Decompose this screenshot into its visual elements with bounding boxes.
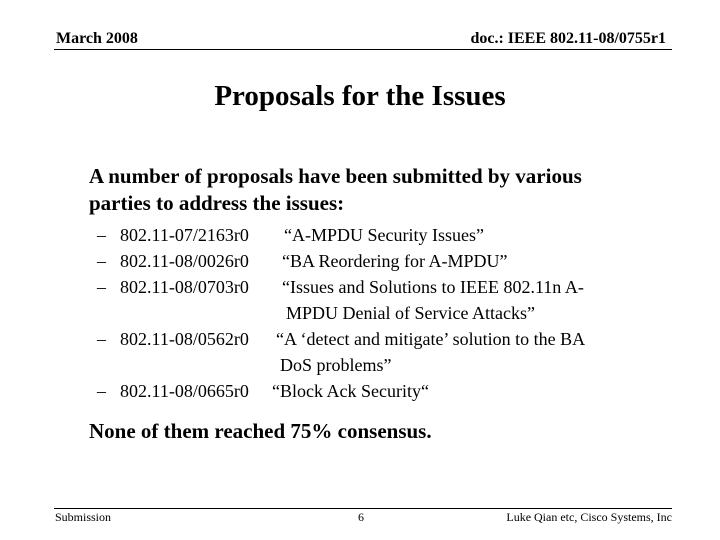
proposal-item: [0, 378, 720, 404]
footer-submission: Submission: [55, 510, 112, 524]
proposal-item: [0, 326, 720, 378]
intro-line-1: A number of proposals have been submitted by various: [89, 164, 582, 188]
proposal-doc-id: 802.11-08/0026r0: [120, 251, 249, 271]
proposal-title: [282, 248, 507, 274]
slide-title: Proposals for the Issues: [214, 80, 506, 112]
list-dash: –: [97, 381, 106, 401]
list-dash: –: [97, 251, 106, 271]
footer-author: Luke Qian etc, Cisco Systems, Inc: [506, 510, 672, 524]
proposal-title: [276, 326, 585, 378]
header-divider: [54, 49, 672, 50]
proposal-title-line: “A-MPDU Security Issues”: [284, 225, 484, 245]
proposal-title: [272, 378, 429, 404]
proposal-title-line: “Issues and Solutions to IEEE 802.11n A-: [282, 277, 584, 297]
proposal-title-line: MPDU Denial of Service Attacks”: [286, 303, 535, 323]
proposal-list: [0, 222, 720, 404]
header-doc-id: doc.: IEEE 802.11-08/0755r1: [470, 30, 666, 47]
conclusion-text: None of them reached 75% consensus.: [89, 419, 432, 443]
list-dash: –: [97, 329, 106, 349]
page-number: 6: [358, 510, 364, 524]
proposal-doc-id: 802.11-08/0562r0: [120, 329, 249, 349]
proposal-title-line: “Block Ack Security“: [272, 381, 429, 401]
proposal-title-line: DoS problems”: [280, 355, 392, 375]
list-dash: –: [97, 277, 106, 297]
footer-divider: [54, 508, 672, 509]
list-dash: –: [97, 225, 106, 245]
proposal-doc-id: 802.11-08/0703r0: [120, 277, 249, 297]
proposal-item: [0, 222, 720, 248]
proposal-doc-id: 802.11-07/2163r0: [120, 225, 249, 245]
proposal-title: [284, 222, 484, 248]
proposal-title-line: “A ‘detect and mitigate’ solution to the BA: [276, 329, 586, 349]
header-date: March 2008: [56, 30, 138, 47]
proposal-item: [0, 248, 720, 274]
proposal-title-line: “BA Reordering for A-MPDU”: [282, 251, 508, 271]
proposal-title: [282, 274, 584, 326]
intro-line-2: parties to address the issues:: [89, 191, 345, 215]
proposal-item: [0, 274, 720, 326]
proposal-doc-id: 802.11-08/0665r0: [120, 381, 249, 401]
intro-paragraph: [89, 163, 679, 217]
